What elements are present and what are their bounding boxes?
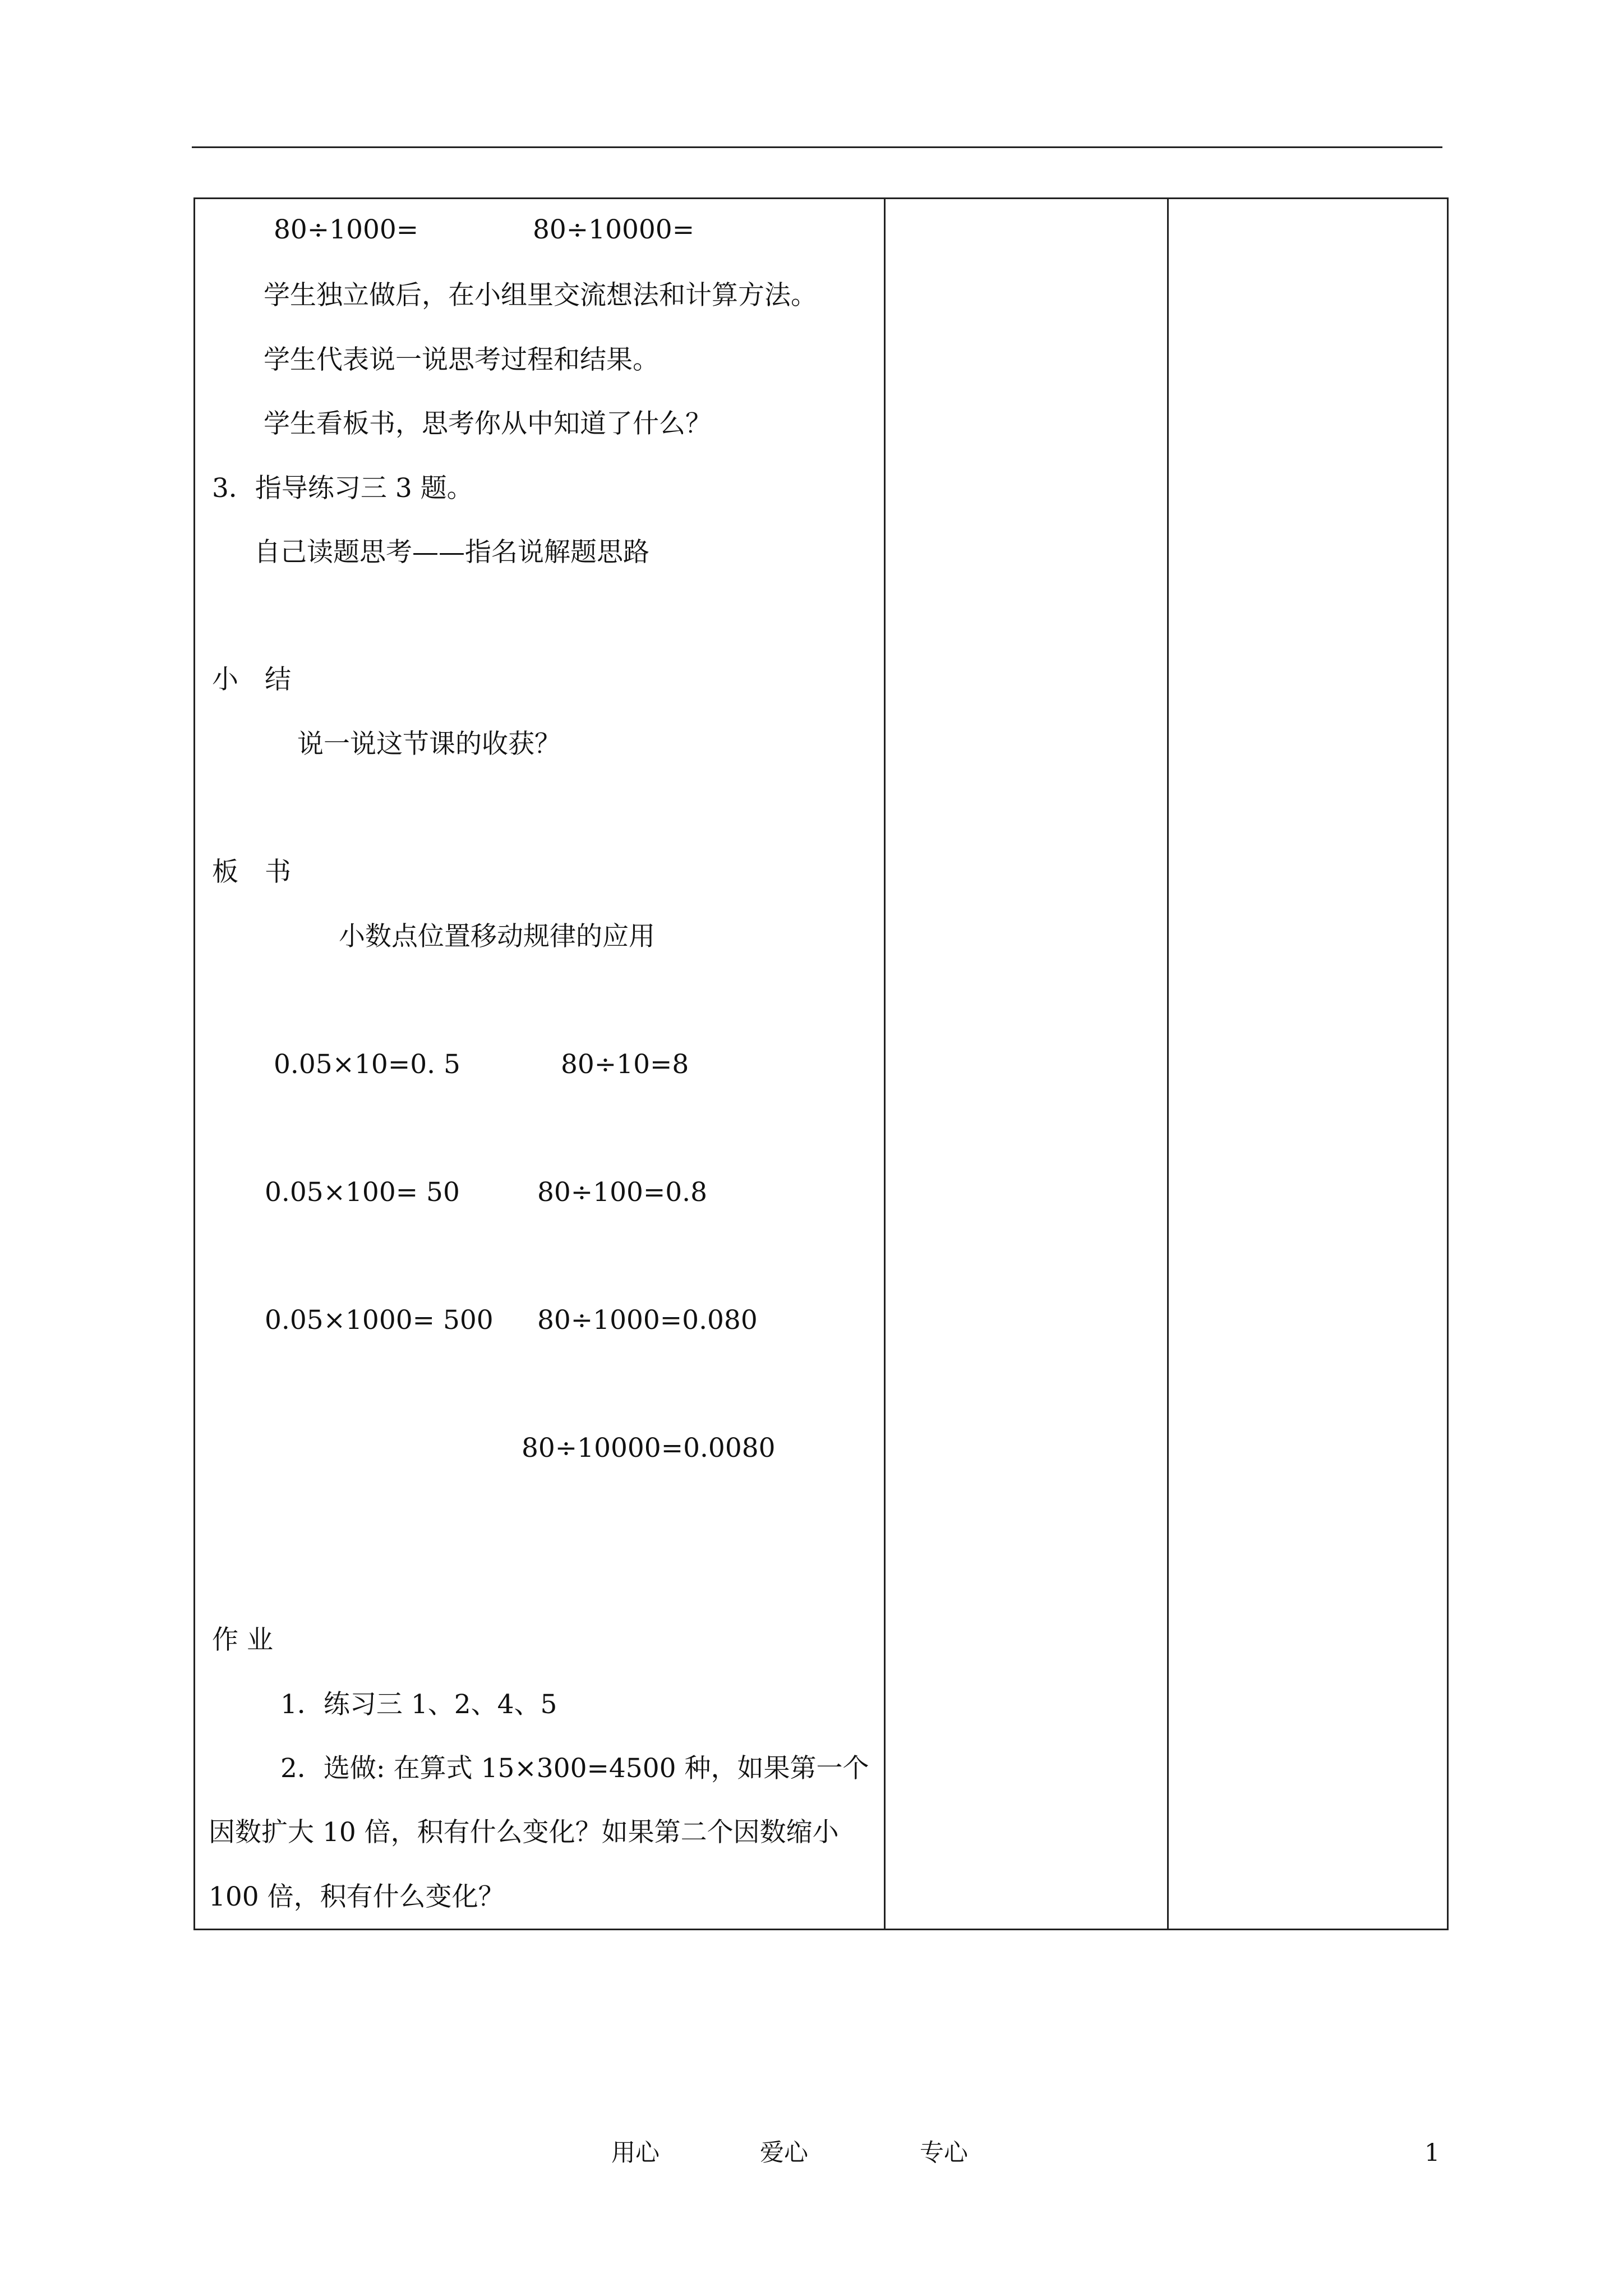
column-divider-2	[1167, 199, 1169, 1929]
section-heading-board: 板 书	[212, 857, 291, 887]
board-title: 小数点位置移动规律的应用	[339, 921, 655, 952]
board-equation: 0.05×1000= 500	[265, 1305, 494, 1336]
homework-item: 因数扩大 10 倍，积有什么变化？如果第二个因数缩小	[209, 1817, 839, 1848]
section-heading-summary: 小 结	[212, 664, 291, 695]
board-equation: 0.05×10=0. 5	[274, 1049, 460, 1080]
board-equation: 80÷100=0.8	[537, 1177, 708, 1208]
column-divider-1	[884, 199, 886, 1929]
board-equation: 80÷10=8	[561, 1049, 689, 1080]
text-line: 学生看板书，思考你从中知道了什么？	[264, 408, 712, 439]
board-equation: 80÷10000=0.0080	[522, 1433, 776, 1464]
board-equation: 80÷1000=0.080	[537, 1305, 758, 1336]
exercise-line: 80÷10000=	[533, 214, 695, 245]
text-line: 学生独立做后，在小组里交流想法和计算方法。	[264, 280, 817, 311]
header-rule	[192, 146, 1442, 148]
page-number: 1	[1424, 2139, 1440, 2167]
homework-item: 100 倍，积有什么变化？	[209, 1881, 505, 1912]
footer-text: 爱心	[760, 2139, 808, 2167]
text-line: 说一说这节课的收获？	[297, 729, 561, 760]
homework-item: 1．练习三 1、2、4、5	[280, 1689, 557, 1720]
text-line: 自己读题思考——指名说解题思路	[254, 537, 649, 568]
section-heading-homework: 作 业	[212, 1625, 273, 1655]
board-equation: 0.05×100= 50	[265, 1177, 460, 1208]
text-line: 学生代表说一说思考过程和结果。	[264, 344, 659, 375]
exercise-line: 80÷1000=	[274, 214, 419, 245]
footer-text: 专心	[920, 2139, 968, 2167]
footer-text: 用心	[611, 2139, 660, 2167]
text-line: 3．指导练习三 3 题。	[212, 473, 473, 504]
homework-item: 2．选做: 在算式 15×300=4500 种，如果第一个	[280, 1753, 869, 1784]
